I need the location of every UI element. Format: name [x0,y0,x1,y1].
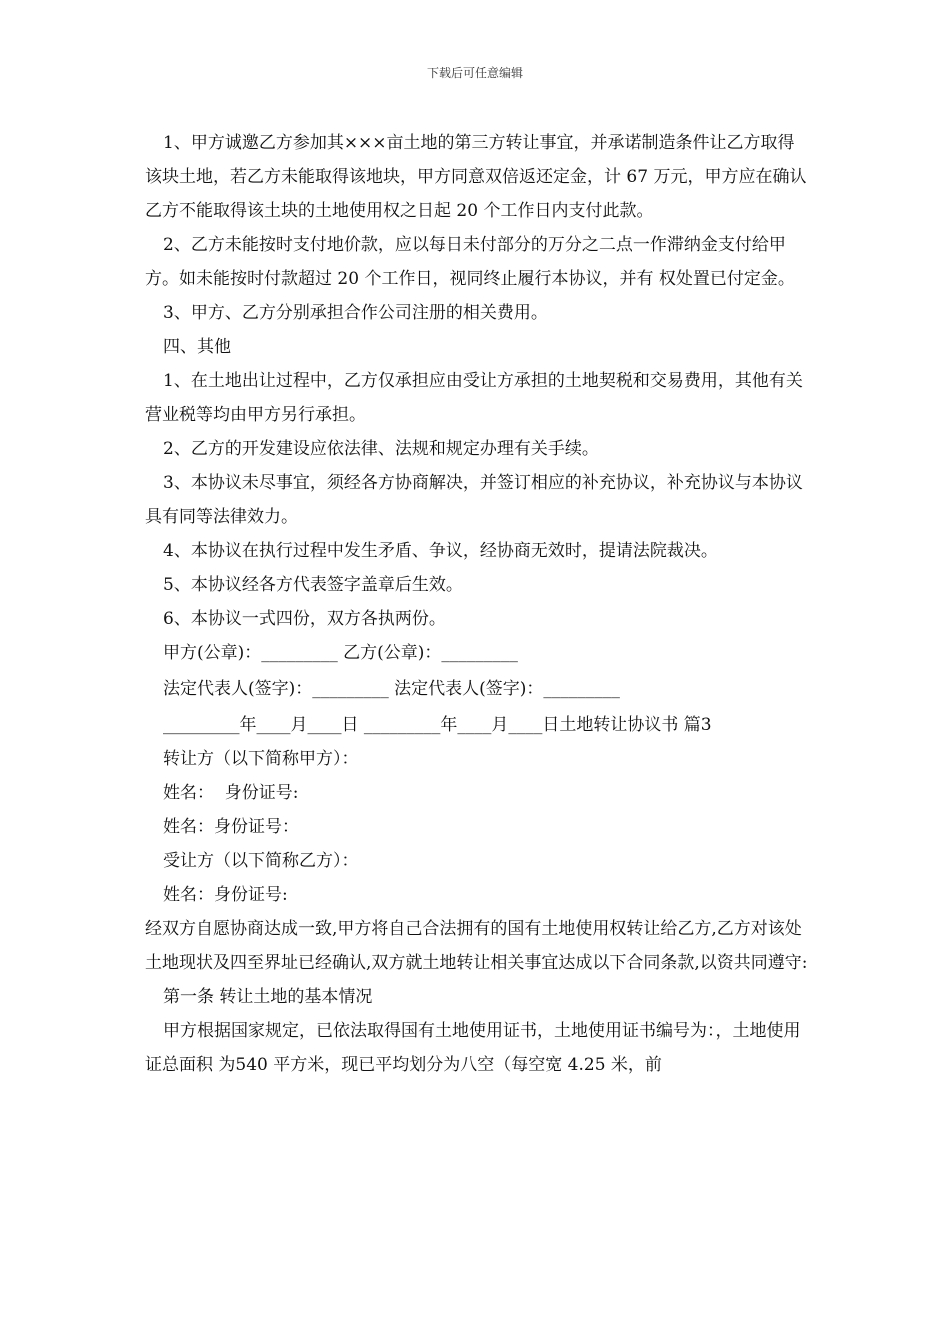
clause-paragraph: 5、本协议经各方代表签字盖章后生效。 [163,575,463,595]
party-transferor-label: 转让方（以下简称甲方）： [163,749,359,769]
article-heading: 第一条 转让土地的基本情况 [163,987,373,1007]
section-heading: 四、其他 [163,337,231,357]
signature-line-seal: 甲方(公章)：_________ 乙方(公章)：_________ [163,643,518,663]
page-header-note: 下载后可任意编辑 [426,66,523,80]
clause-paragraph: 1、甲方诚邀乙方参加其×××亩土地的第三方转让事宜，并承诺制造条件让乙方取得该块土地，若乙方未能取得该地块，甲方同意双倍返还定金，计 67 万元，甲方应在确认乙方不能取得该土块的土地使用权之日起 20 个工作日内支付此款。 [145,133,807,221]
party-name-id-line: 姓名：身份证号： [163,817,299,837]
signature-line-date: _________年____月____日 _________年____月____日土地转让协议书 篇3 [163,715,712,735]
clause-paragraph: 2、乙方未能按时支付地价款，应以每日未付部分的万分之二点一作滞纳金支付给甲方。如未能按时付款超过 20 个工作日，视同终止履行本协议，并有 权处置已付定金。 [145,235,795,289]
clause-paragraph: 6、本协议一式四份，双方各执两份。 [163,609,446,629]
clause-paragraph: 2、乙方的开发建设应依法律、法规和规定办理有关手续。 [163,439,599,459]
clause-paragraph: 4、本协议在执行过程中发生矛盾、争议，经协商无效时，提请法院裁决。 [163,541,718,561]
party-transferee-label: 受让方（以下简称乙方）： [163,851,359,871]
document-body [145,126,810,1082]
party-name-id-line: 姓名： 身份证号: [163,783,299,803]
article-paragraph: 甲方根据国家规定，已依法取得国有土地使用证书，土地使用证书编号为：，土地使用证总面积 为540 平方米，现已平均划分为八空（每空宽 4.25 米，前 [145,1021,801,1075]
signature-line-representative: 法定代表人(签字)：_________ 法定代表人(签字)：_________ [163,679,620,699]
party-name-id-line: 姓名：身份证号: [163,885,288,905]
clause-paragraph: 3、本协议未尽事宜，须经各方协商解决，并签订相应的补充协议，补充协议与本协议具有同等法律效力。 [145,473,803,527]
clause-paragraph: 3、甲方、乙方分别承担合作公司注册的相关费用。 [163,303,548,323]
clause-paragraph: 1、在土地出让过程中，乙方仅承担应由受让方承担的土地契税和交易费用，其他有关营业税等均由甲方另行承担。 [145,371,803,425]
agreement-preamble: 经双方自愿协商达成一致,甲方将自己合法拥有的国有土地使用权转让给乙方,乙方对该处土地现状及四至界址已经确认,双方就土地转让相关事宜达成以下合同条款,以资共同遵守: [145,919,808,973]
